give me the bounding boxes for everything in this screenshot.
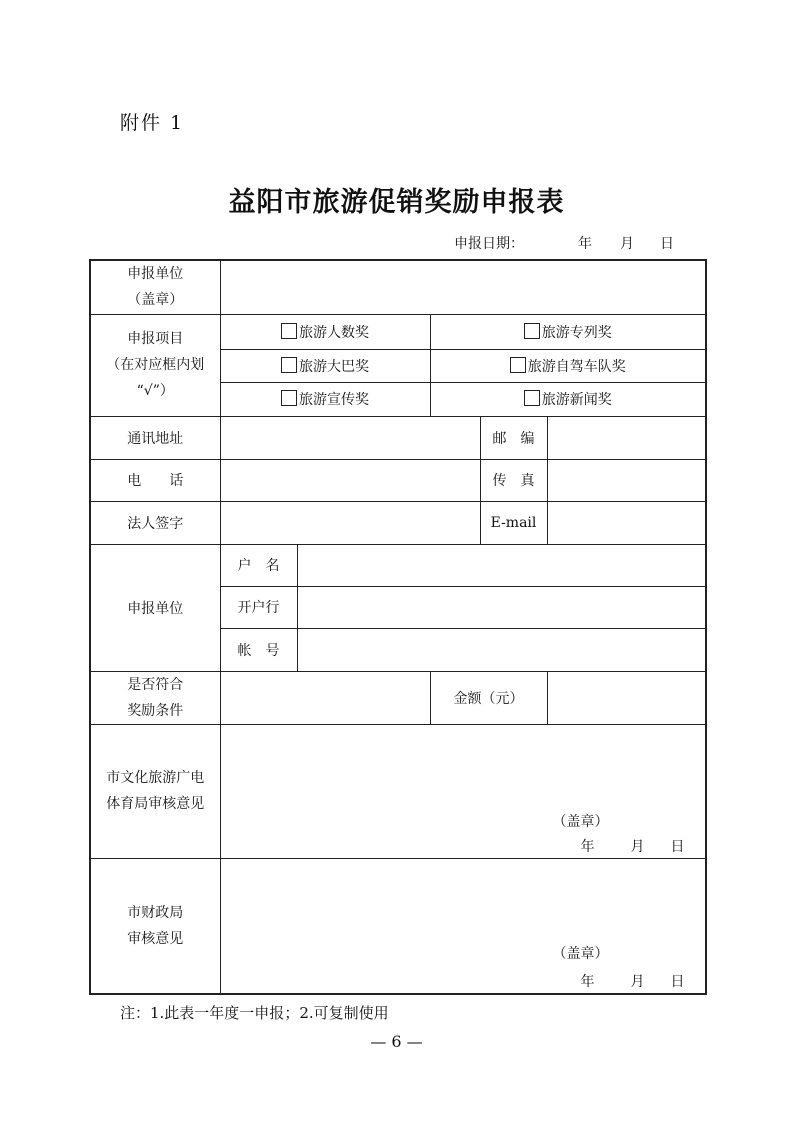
legal-sign-field[interactable] bbox=[220, 501, 480, 544]
finance-bureau-opinion-field[interactable] bbox=[220, 858, 706, 994]
postcode-label: 邮 编 bbox=[480, 416, 547, 459]
option-label: 旅游人数奖 bbox=[299, 324, 369, 341]
row-finance-bureau bbox=[90, 858, 706, 994]
account-name-field[interactable] bbox=[297, 544, 706, 586]
row-project-1 bbox=[90, 314, 706, 349]
account-no-label: 帐 号 bbox=[220, 628, 297, 671]
bank-label: 开户行 bbox=[220, 586, 297, 628]
phone-field[interactable] bbox=[220, 459, 480, 501]
amount-label: 金额（元） bbox=[430, 671, 547, 724]
row-eligibility bbox=[90, 671, 706, 724]
option-tour-bus[interactable] bbox=[220, 349, 430, 382]
culture-bureau-opinion-field[interactable] bbox=[220, 724, 706, 858]
option-label: 旅游宣传奖 bbox=[299, 392, 369, 408]
bank-unit-label: 申报单位 bbox=[90, 544, 220, 671]
option-label: 旅游自驾车队奖 bbox=[527, 358, 626, 375]
applicant-unit-label-cell bbox=[90, 260, 220, 314]
culture-bureau-label-2: 体育局审核意见 bbox=[106, 796, 205, 812]
eligibility-label-2: 奖励条件 bbox=[127, 702, 184, 719]
phone-label: 电 话 bbox=[90, 459, 220, 501]
row-culture-bureau bbox=[90, 724, 706, 858]
legal-sign-label: 法人签字 bbox=[90, 501, 220, 544]
address-label: 通讯地址 bbox=[90, 416, 220, 459]
seal-label: （盖章） bbox=[552, 945, 609, 962]
option-special-train[interactable] bbox=[430, 314, 706, 349]
page-number: — 6 — bbox=[370, 1032, 423, 1051]
day-label: 日 bbox=[670, 973, 685, 990]
option-label: 旅游新闻奖 bbox=[541, 392, 612, 408]
option-label: 旅游专列奖 bbox=[541, 324, 612, 341]
attachment-label: 附件 1 bbox=[120, 112, 185, 134]
finance-bureau-label-1: 市财政局 bbox=[127, 904, 184, 921]
month-label: 月 bbox=[630, 973, 645, 990]
project-label: 申报项目 bbox=[127, 331, 184, 347]
email-label: E-mail bbox=[480, 501, 547, 544]
checkbox-icon[interactable] bbox=[510, 357, 526, 373]
account-no-field[interactable] bbox=[297, 628, 706, 671]
checkbox-icon[interactable] bbox=[524, 323, 540, 339]
month-label: 月 bbox=[630, 838, 645, 855]
declare-date-day: 日 bbox=[660, 236, 674, 252]
option-label: 旅游大巴奖 bbox=[299, 358, 369, 375]
year-label: 年 bbox=[580, 838, 595, 855]
finance-bureau-label-2: 审核意见 bbox=[127, 930, 184, 947]
form-title: 益阳市旅游促销奖励申报表 bbox=[228, 187, 565, 218]
address-field[interactable] bbox=[220, 416, 480, 459]
postcode-field[interactable] bbox=[547, 416, 706, 459]
project-hint-2: “√”） bbox=[136, 383, 174, 399]
option-tourist-count[interactable] bbox=[220, 314, 430, 349]
checkbox-icon[interactable] bbox=[281, 357, 297, 373]
eligibility-field[interactable] bbox=[220, 671, 430, 724]
applicant-unit-field[interactable] bbox=[220, 260, 706, 314]
row-applicant-unit bbox=[90, 260, 706, 314]
row-address bbox=[90, 416, 706, 459]
applicant-unit-seal-label: （盖章） bbox=[127, 292, 184, 309]
day-label: 日 bbox=[670, 838, 685, 855]
option-self-drive[interactable] bbox=[430, 349, 706, 382]
project-hint-1: （在对应框内划 bbox=[106, 357, 205, 373]
application-form-table bbox=[89, 259, 707, 995]
eligibility-label-cell bbox=[90, 671, 220, 724]
fax-label: 传 真 bbox=[480, 459, 547, 501]
row-legal-sign bbox=[90, 501, 706, 544]
year-label: 年 bbox=[580, 973, 595, 990]
checkbox-icon[interactable] bbox=[281, 390, 297, 406]
checkbox-icon[interactable] bbox=[524, 390, 540, 406]
culture-bureau-label-1: 市文化旅游广电 bbox=[106, 770, 205, 786]
eligibility-label-1: 是否符合 bbox=[127, 676, 184, 693]
option-news[interactable] bbox=[430, 382, 706, 416]
email-field[interactable] bbox=[547, 501, 706, 544]
project-label-cell bbox=[90, 314, 220, 416]
row-account-name bbox=[90, 544, 706, 586]
seal-label: （盖章） bbox=[552, 813, 609, 830]
declare-date-month: 月 bbox=[620, 236, 634, 252]
account-name-label: 户 名 bbox=[220, 544, 297, 586]
fax-field[interactable] bbox=[547, 459, 706, 501]
applicant-unit-label: 申报单位 bbox=[127, 266, 184, 283]
row-phone bbox=[90, 459, 706, 501]
culture-bureau-label-cell bbox=[90, 724, 220, 858]
option-publicity[interactable] bbox=[220, 382, 430, 416]
declare-date-label: 申报日期： bbox=[454, 236, 524, 252]
amount-field[interactable] bbox=[547, 671, 706, 724]
bank-field[interactable] bbox=[297, 586, 706, 628]
footnote: 注：1.此表一年度一申报；2.可复制使用 bbox=[120, 1004, 389, 1022]
finance-bureau-label-cell bbox=[90, 858, 220, 994]
declare-date-year: 年 bbox=[578, 236, 592, 252]
checkbox-icon[interactable] bbox=[281, 323, 297, 339]
